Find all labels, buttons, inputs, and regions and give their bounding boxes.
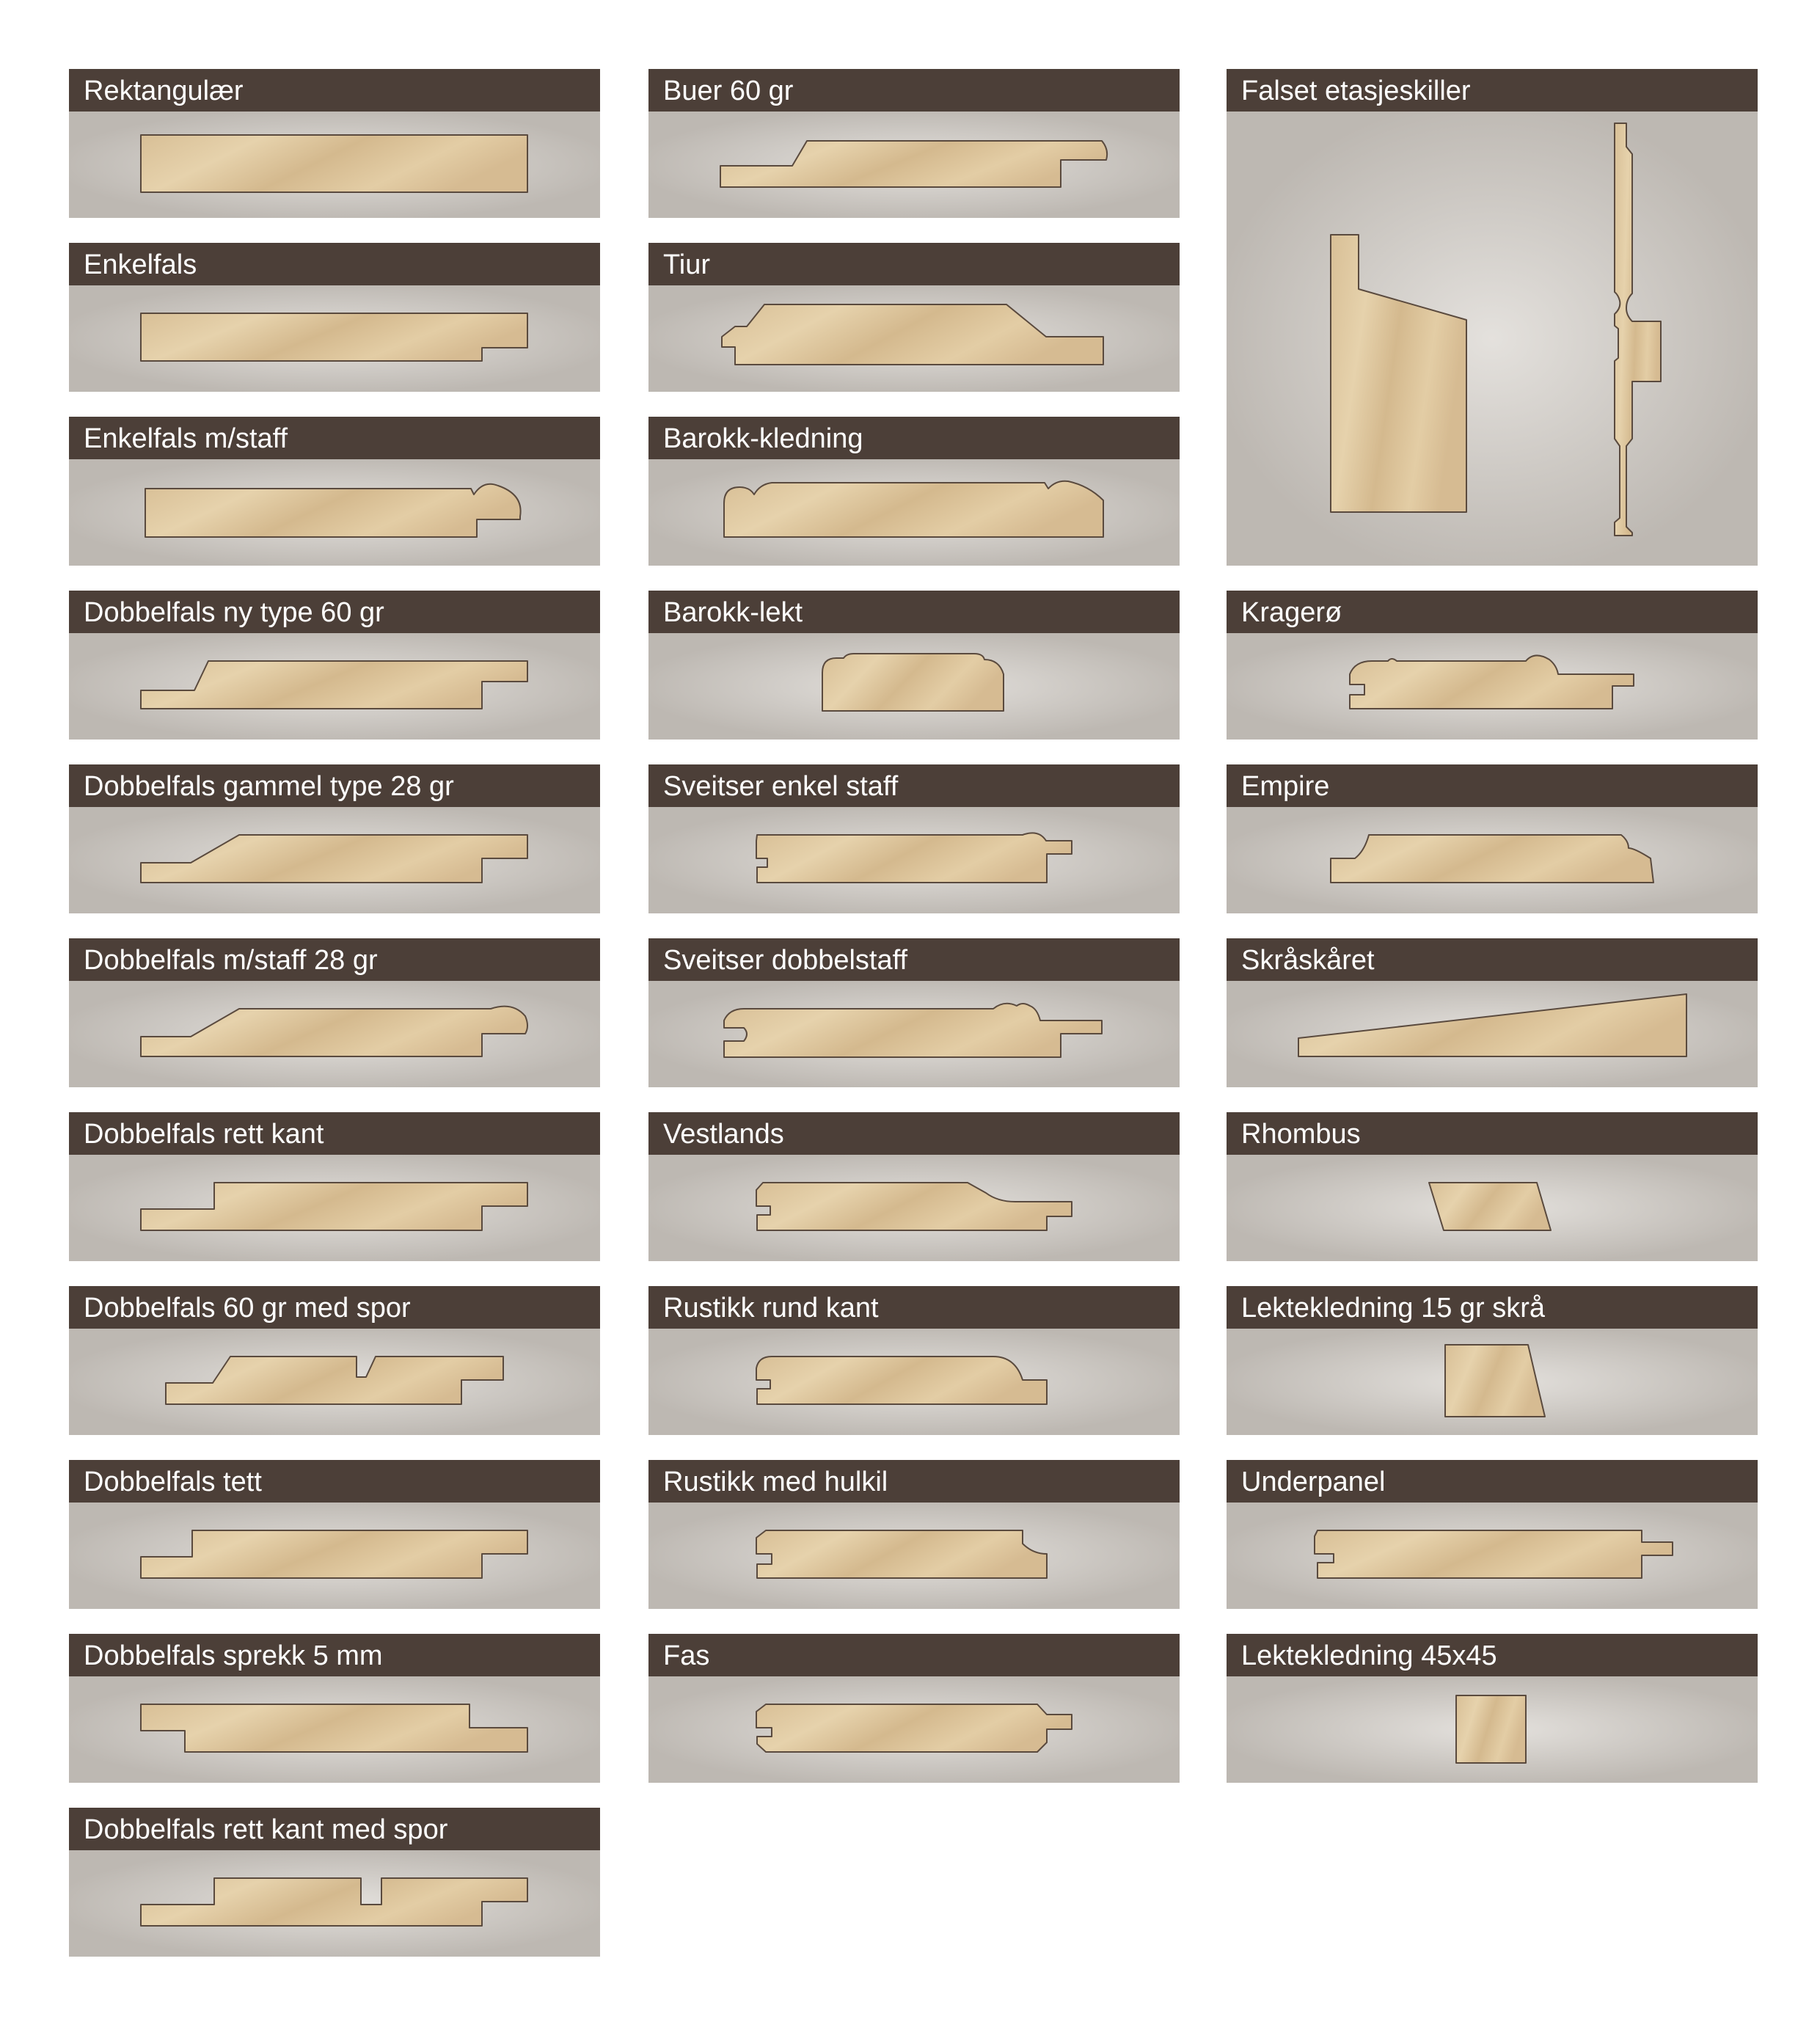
profile-underpanel-icon: [1227, 1503, 1758, 1609]
profile-card-rustikk-rund: [648, 1286, 1180, 1435]
profile-title: Dobbelfals sprekk 5 mm: [69, 1634, 600, 1676]
profile-card-enkelfals: [69, 243, 600, 392]
profile-rektangulaer-icon: [69, 112, 600, 218]
profile-title: Dobbelfals tett: [69, 1460, 600, 1503]
profile-title: Dobbelfals 60 gr med spor: [69, 1286, 600, 1329]
profile-dobbelfals-rett-icon: [69, 1155, 600, 1261]
profile-title: Underpanel: [1227, 1460, 1758, 1503]
profile-sveitser-dobbel-icon: [648, 981, 1180, 1087]
profile-falset-etasjeskiller-icon: [1227, 112, 1758, 566]
profile-card-dobbelfals-60: [69, 591, 600, 740]
profile-rustikk-rund-icon: [648, 1329, 1180, 1435]
profile-card-skraskaret: [1227, 938, 1758, 1087]
profile-card-dobbelfals-staff-28: [69, 938, 600, 1087]
profile-title: Lektekledning 45x45: [1227, 1634, 1758, 1676]
profile-title: Fas: [648, 1634, 1180, 1676]
profile-dobbelfals-staff-28-icon: [69, 981, 600, 1087]
profile-card-dobbelfals-rett: [69, 1112, 600, 1261]
profile-card-enkelfals-staff: [69, 417, 600, 566]
profile-barokk-lekt-icon: [648, 633, 1180, 740]
profile-card-kragero: [1227, 591, 1758, 740]
profile-card-empire: [1227, 764, 1758, 913]
profile-dobbelfals-60-spor-icon: [69, 1329, 600, 1435]
profile-card-fas: [648, 1634, 1180, 1783]
profile-fas-icon: [648, 1676, 1180, 1783]
profile-dobbelfals-tett-icon: [69, 1503, 600, 1609]
profile-card-rustikk-hulkil: [648, 1460, 1180, 1609]
profile-vestlands-icon: [648, 1155, 1180, 1261]
profile-sveitser-enkel-icon: [648, 807, 1180, 913]
profile-dobbelfals-sprekk-icon: [69, 1676, 600, 1783]
profile-title: Barokk-kledning: [648, 417, 1180, 459]
profile-title: Dobbelfals rett kant med spor: [69, 1808, 600, 1850]
profile-card-falset-etasjeskiller: [1227, 69, 1758, 566]
profile-enkelfals-staff-icon: [69, 459, 600, 566]
profile-dobbelfals-28-icon: [69, 807, 600, 913]
profile-enkelfals-icon: [69, 285, 600, 392]
profile-title: Vestlands: [648, 1112, 1180, 1155]
profile-barokk-kledning-icon: [648, 459, 1180, 566]
profile-title: Enkelfals: [69, 243, 600, 285]
profile-title: Enkelfals m/staff: [69, 417, 600, 459]
profile-card-dobbelfals-sprekk: [69, 1634, 600, 1783]
profile-title: Kragerø: [1227, 591, 1758, 633]
profile-title: Buer 60 gr: [648, 69, 1180, 112]
profile-title: Rhombus: [1227, 1112, 1758, 1155]
profile-title: Dobbelfals rett kant: [69, 1112, 600, 1155]
profile-empire-icon: [1227, 807, 1758, 913]
profile-card-buer: [648, 69, 1180, 218]
profile-tiur-icon: [648, 285, 1180, 392]
profile-card-dobbelfals-28: [69, 764, 600, 913]
profile-card-barokk-kledning: [648, 417, 1180, 566]
profile-card-dobbelfals-tett: [69, 1460, 600, 1609]
profile-lektekledning-skra-icon: [1227, 1329, 1758, 1435]
profile-title: Rektangulær: [69, 69, 600, 112]
profile-lektekledning-45-icon: [1227, 1676, 1758, 1783]
profile-title: Dobbelfals m/staff 28 gr: [69, 938, 600, 981]
profile-card-lektekledning-45: [1227, 1634, 1758, 1783]
profile-card-tiur: [648, 243, 1180, 392]
profile-card-lektekledning-skra: [1227, 1286, 1758, 1435]
profile-card-rektangulaer: [69, 69, 600, 218]
profile-title: Tiur: [648, 243, 1180, 285]
profile-title: Rustikk med hulkil: [648, 1460, 1180, 1503]
profile-title: Barokk-lekt: [648, 591, 1180, 633]
profile-card-underpanel: [1227, 1460, 1758, 1609]
profile-skraskaret-icon: [1227, 981, 1758, 1087]
profile-card-sveitser-enkel: [648, 764, 1180, 913]
profile-title: Dobbelfals gammel type 28 gr: [69, 764, 600, 807]
profile-rustikk-hulkil-icon: [648, 1503, 1180, 1609]
profile-rhombus-icon: [1227, 1155, 1758, 1261]
profile-title: Empire: [1227, 764, 1758, 807]
profile-dobbelfals-rett-spor-icon: [69, 1850, 600, 1957]
profile-title: Skråskåret: [1227, 938, 1758, 981]
profile-buer-icon: [648, 112, 1180, 218]
profile-title: Dobbelfals ny type 60 gr: [69, 591, 600, 633]
profile-card-dobbelfals-rett-spor: [69, 1808, 600, 1957]
profile-dobbelfals-60-icon: [69, 633, 600, 740]
profile-title: Rustikk rund kant: [648, 1286, 1180, 1329]
profile-kragero-icon: [1227, 633, 1758, 740]
profile-card-barokk-lekt: [648, 591, 1180, 740]
profile-card-rhombus: [1227, 1112, 1758, 1261]
profile-title: Sveitser dobbelstaff: [648, 938, 1180, 981]
profile-card-sveitser-dobbel: [648, 938, 1180, 1087]
profile-card-vestlands: [648, 1112, 1180, 1261]
profile-title: Falset etasjeskiller: [1227, 69, 1758, 112]
profile-title: Sveitser enkel staff: [648, 764, 1180, 807]
profile-card-dobbelfals-60-spor: [69, 1286, 600, 1435]
profile-title: Lektekledning 15 gr skrå: [1227, 1286, 1758, 1329]
